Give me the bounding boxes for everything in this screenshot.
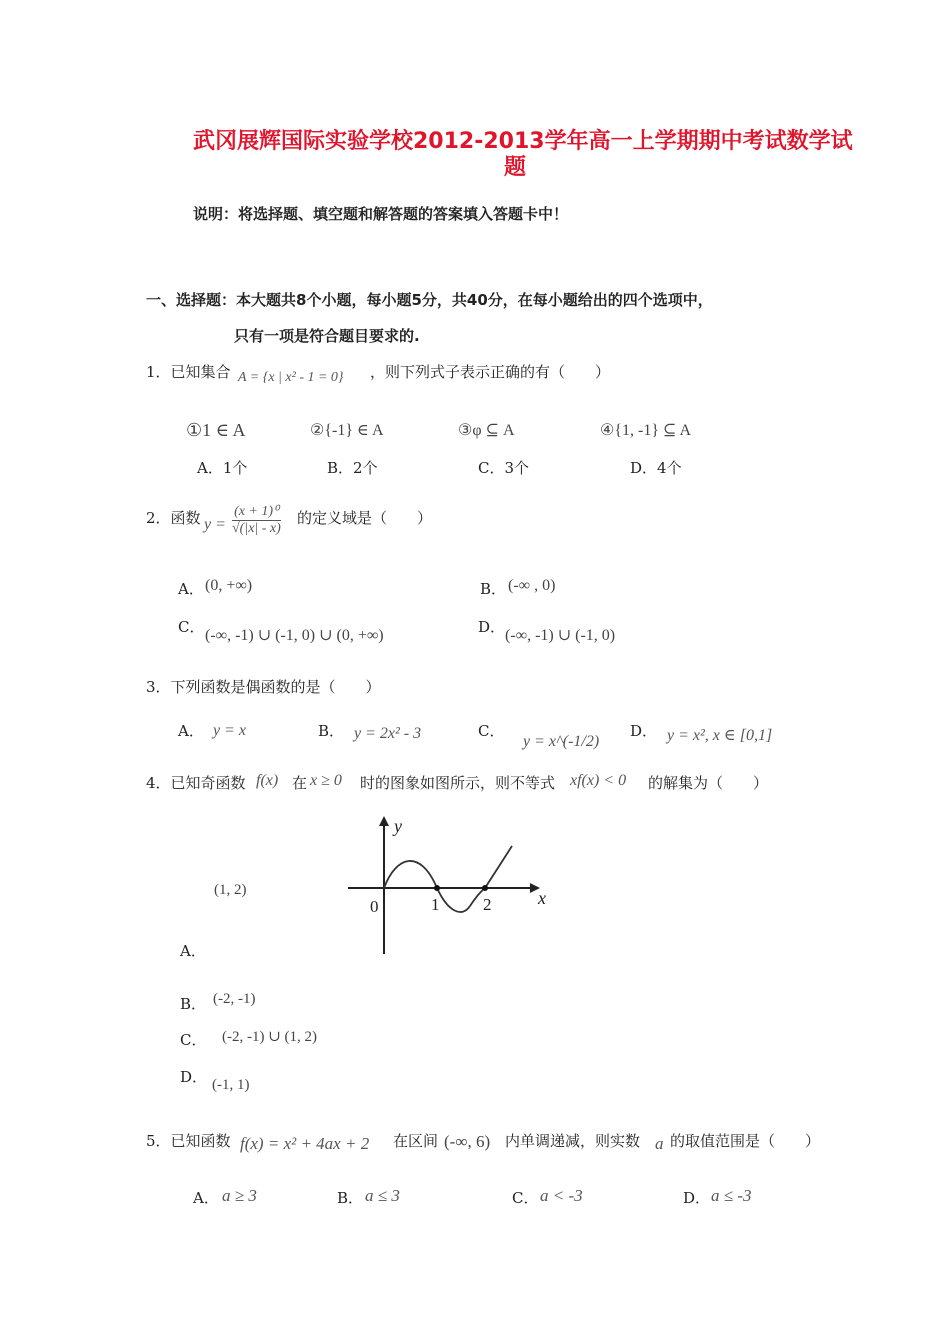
- page-title-line2: 题: [504, 155, 527, 180]
- origin-label: 0: [370, 897, 379, 916]
- q5-stem-mid: 内单调递减，则实数: [505, 1132, 641, 1150]
- q2-option-b-label: B．: [480, 580, 507, 598]
- q3-option-a-value: y = x: [213, 722, 246, 739]
- q1-item-4: ④{1, -1} ⊆ A: [600, 422, 692, 439]
- q2-y: y =: [204, 516, 226, 533]
- q5-option-a-label: A．: [193, 1189, 219, 1207]
- q2-option-b-value: (-∞ , 0): [508, 577, 556, 594]
- q4-option-b-label: B．: [180, 995, 207, 1013]
- q3-option-a-label: A．: [178, 722, 204, 740]
- y-axis-arrow: [379, 816, 389, 826]
- tick-label-1: 1: [431, 895, 440, 914]
- root-point-1: [434, 885, 440, 891]
- q1-option-b: B．2个: [327, 459, 378, 477]
- q5-interval: (-∞, 6): [444, 1132, 491, 1151]
- x-axis-label: x: [538, 888, 546, 908]
- function-curve: [384, 846, 512, 912]
- q2-option-c-label: C．: [178, 618, 205, 636]
- q2-denominator: √(|x| - x): [232, 521, 281, 536]
- q1-item-3: ③φ ⊆ A: [458, 422, 515, 439]
- q4-stem-end: 的解集为（ ）: [648, 774, 769, 792]
- instruction-note: 说明：将选择题、填空题和解答题的答案填入答题卡中！: [193, 205, 569, 223]
- q1-option-d: D．4个: [630, 459, 682, 477]
- q2-fraction: [232, 503, 281, 537]
- q5-stem-start: 5．已知函数: [146, 1132, 231, 1150]
- q4-condition: x ≥ 0: [310, 772, 342, 789]
- q1-option-c: C．3个: [478, 459, 530, 477]
- q2-option-c-value: (-∞, -1) ∪ (-1, 0) ∪ (0, +∞): [205, 627, 384, 644]
- q1-stem-start: 1．已知集合: [146, 363, 231, 381]
- q5-option-d-label: D．: [683, 1189, 711, 1207]
- q5-option-b-label: B．: [337, 1189, 364, 1207]
- tick-label-2: 2: [483, 895, 492, 914]
- section-heading: 一、选择题：本大题共8个小题，每小题5分，共40分，在每小题给出的四个选项中，: [146, 291, 713, 309]
- q3-option-c-value: y = x^(-1/2): [523, 733, 600, 750]
- q1-item-1: ①1 ∈ A: [186, 420, 246, 440]
- q4-option-c-label: C．: [180, 1031, 207, 1049]
- q4-option-a-value: (1, 2): [214, 882, 247, 898]
- q3-option-b-label: B．: [318, 722, 345, 740]
- y-axis-label: y: [394, 816, 402, 836]
- q5-function: f(x) = x² + 4ax + 2: [240, 1134, 370, 1153]
- q4-stem-mid: 时的图象如图所示，则不等式: [360, 774, 556, 792]
- q4-function-graph: [340, 808, 570, 958]
- q4-stem-start: 4．已知奇函数: [146, 774, 246, 792]
- q2-option-a-value: (0, +∞): [205, 577, 253, 594]
- q1-item-2: ②{-1} ∈ A: [310, 422, 384, 439]
- q4-inequality: xf(x) < 0: [570, 772, 627, 789]
- root-point-2: [482, 885, 488, 891]
- q4-stem-in: 在: [292, 774, 308, 792]
- q3-option-c-label: C．: [478, 722, 505, 740]
- q5-option-c-label: C．: [512, 1189, 539, 1207]
- q2-stem-end: 的定义域是（ ）: [297, 509, 433, 527]
- q3-option-d-label: D．: [630, 722, 658, 740]
- q3-stem: 3．下列函数是偶函数的是（ ）: [146, 678, 381, 696]
- q5-option-c-value: a < -3: [540, 1186, 583, 1205]
- q4-option-d-label: D．: [180, 1068, 208, 1086]
- q3-option-b-value: y = 2x² - 3: [354, 725, 422, 742]
- q3-option-d-value: y = x², x ∈ [0,1]: [667, 727, 773, 744]
- q4-fx: f(x): [256, 772, 279, 789]
- q5-variable: a: [655, 1134, 664, 1153]
- section-heading-cont: 只有一项是符合题目要求的.: [234, 327, 420, 345]
- q5-stem-end: 的取值范围是（ ）: [670, 1132, 821, 1150]
- q5-stem-interval: 在区间: [393, 1132, 439, 1150]
- q4-option-a-label: A．: [180, 942, 206, 960]
- q4-option-b-value: (-2, -1): [213, 991, 256, 1007]
- q2-stem-start: 2．函数: [146, 509, 201, 527]
- page-title-line1: 武冈展辉国际实验学校2012-2013学年高一上学期期中考试数学试: [193, 129, 853, 154]
- q2-option-d-label: D．: [478, 618, 506, 636]
- q4-option-d-value: (-1, 1): [212, 1077, 250, 1093]
- q1-set: A = {x | x² - 1 = 0}: [238, 370, 344, 385]
- q2-option-d-value: (-∞, -1) ∪ (-1, 0): [505, 627, 616, 644]
- q1-option-a: A．1个: [197, 459, 248, 477]
- q5-option-a-value: a ≥ 3: [222, 1186, 257, 1205]
- q5-option-d-value: a ≤ -3: [711, 1186, 752, 1205]
- q5-option-b-value: a ≤ 3: [365, 1186, 400, 1205]
- q2-numerator: (x + 1)⁰: [232, 503, 281, 521]
- q1-stem-end: ，则下列式子表示正确的有（ ）: [370, 363, 611, 381]
- q2-option-a-label: A．: [178, 580, 204, 598]
- q4-option-c-value: (-2, -1) ∪ (1, 2): [222, 1029, 318, 1045]
